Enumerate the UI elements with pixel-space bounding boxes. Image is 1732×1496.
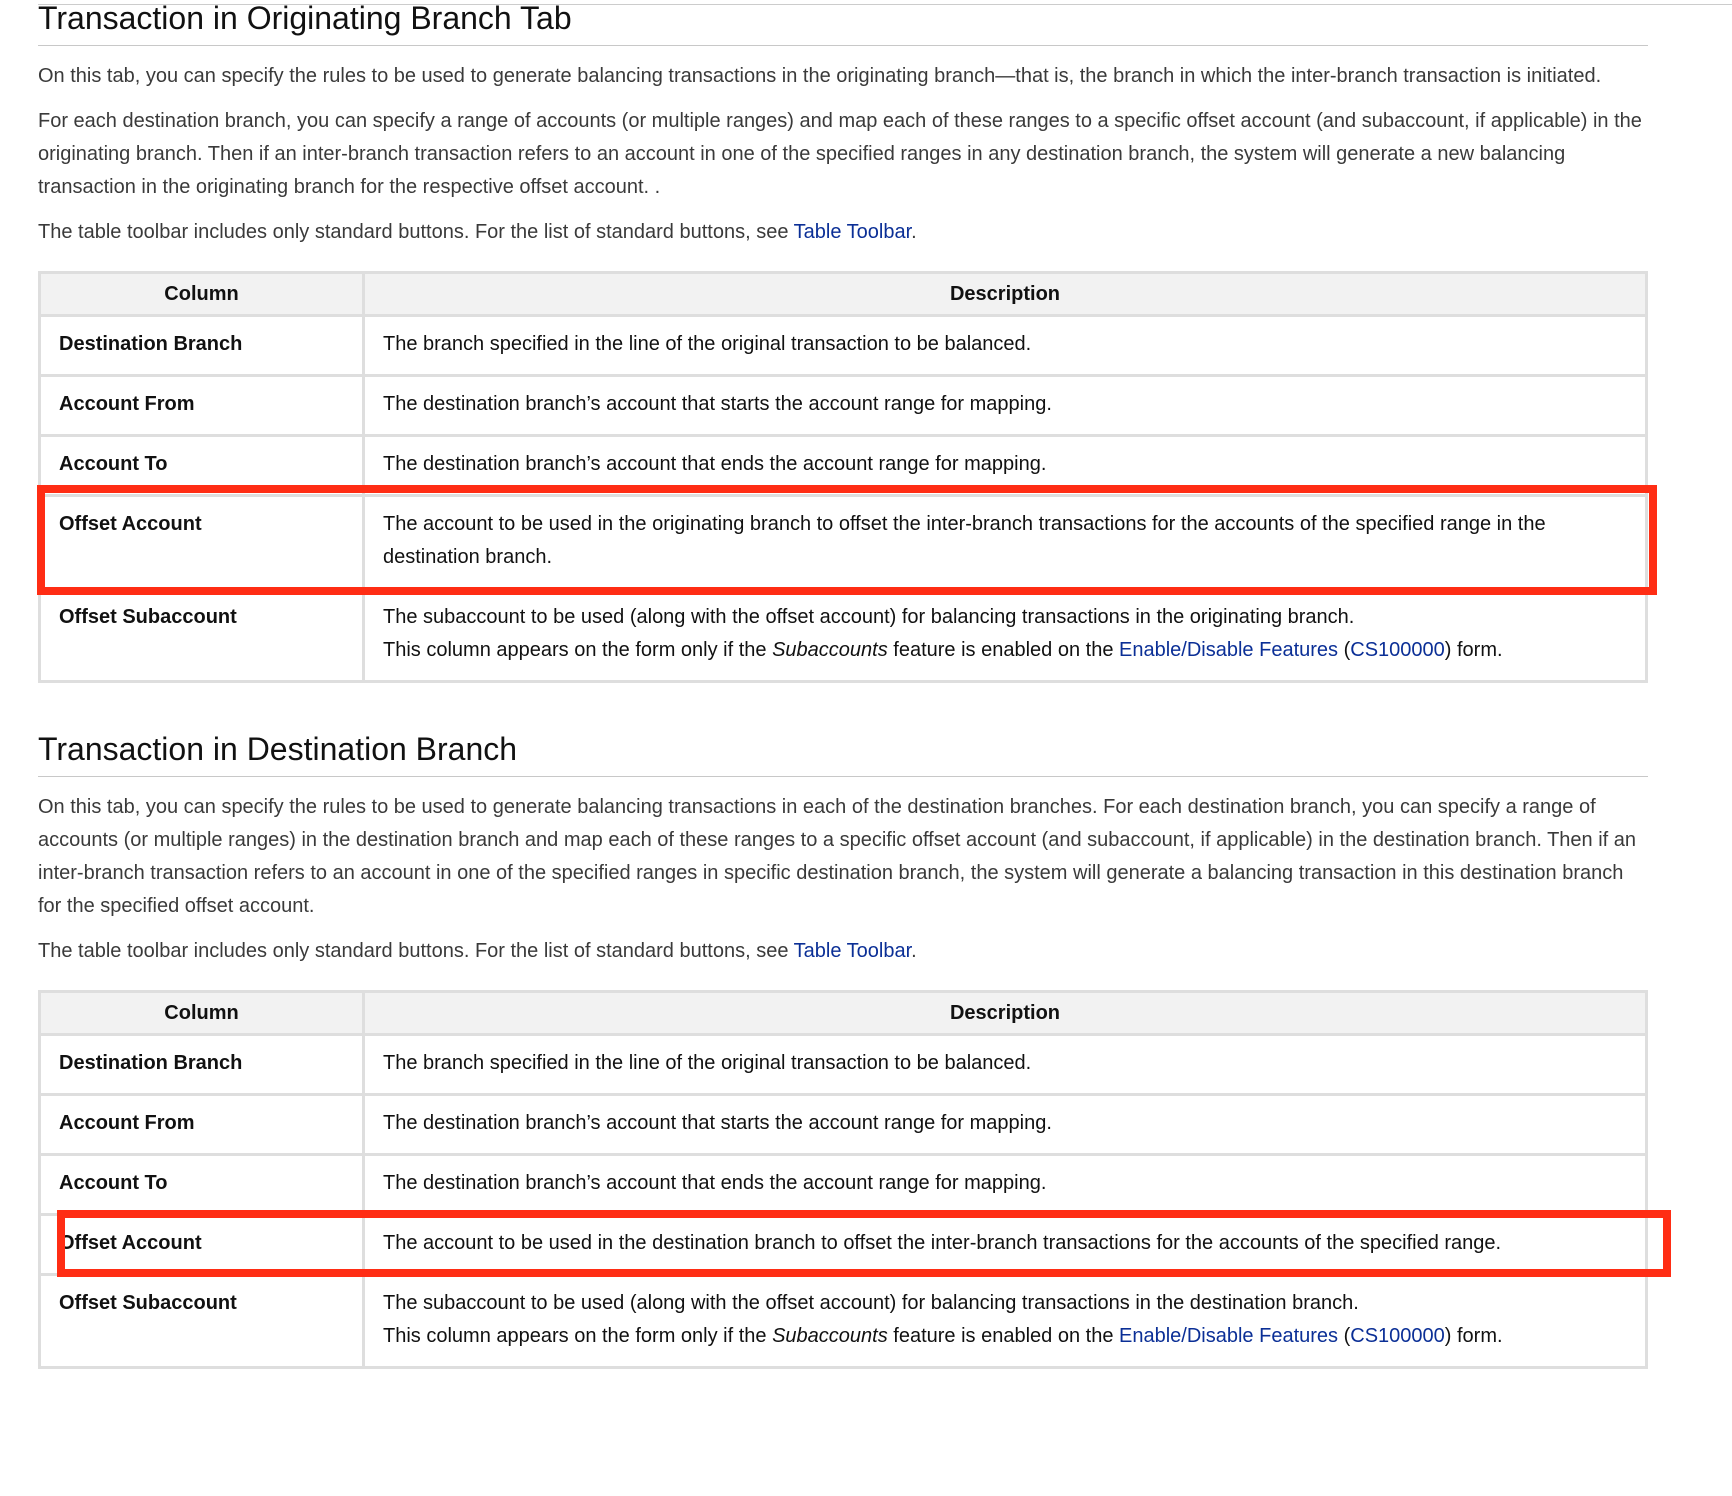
section-originating-branch bbox=[38, 0, 1648, 683]
toolbar-text-end: . bbox=[911, 221, 917, 243]
toolbar-paragraph bbox=[38, 935, 1648, 968]
toolbar-paragraph bbox=[38, 216, 1648, 249]
column-name: Offset Account bbox=[41, 497, 362, 587]
note-text: This column appears on the form only if the bbox=[383, 1325, 773, 1347]
column-description bbox=[365, 590, 1645, 680]
column-name: Offset Subaccount bbox=[41, 1276, 362, 1366]
feature-name: Subaccounts bbox=[772, 1325, 888, 1347]
column-name: Account To bbox=[41, 437, 362, 494]
table-row bbox=[41, 590, 1645, 680]
column-description: The destination branch’s account that starts the account range for mapping. bbox=[365, 377, 1645, 434]
enable-disable-features-link[interactable]: Enable/Disable Features bbox=[1119, 639, 1339, 661]
table-toolbar-link[interactable]: Table Toolbar bbox=[793, 940, 912, 962]
column-name: Account To bbox=[41, 1156, 362, 1213]
note-text: ) form. bbox=[1444, 1325, 1503, 1347]
column-description: The branch specified in the line of the original transaction to be balanced. bbox=[365, 317, 1645, 374]
section-destination-branch bbox=[38, 731, 1648, 1369]
column-description: The branch specified in the line of the original transaction to be balanced. bbox=[365, 1036, 1645, 1093]
column-description: The account to be used in the originating branch to offset the inter-branch transactions for the accounts of the specified range in the destination branch. bbox=[365, 497, 1645, 587]
table-row bbox=[41, 1156, 1645, 1213]
column-name: Account From bbox=[41, 377, 362, 434]
intro-paragraph: For each destination branch, you can specify a range of accounts (or multiple ranges) and map each of these ranges to a specific offset account (and subaccount, if applicable) in the originating branch. Then if an inter-branch transaction refers to an account in one of the specified ranges in any destination branch, the system will generate a new balancing transaction in the originating branch for the respective offset account. . bbox=[38, 110, 1642, 198]
table-row-offset-account bbox=[41, 1216, 1645, 1273]
note-text: feature is enabled on the bbox=[887, 639, 1120, 661]
column-description: The destination branch’s account that ends the account range for mapping. bbox=[365, 1156, 1645, 1213]
column-name: Account From bbox=[41, 1096, 362, 1153]
column-description: The destination branch’s account that starts the account range for mapping. bbox=[365, 1096, 1645, 1153]
column-description: The destination branch’s account that ends the account range for mapping. bbox=[365, 437, 1645, 494]
description-header: Description bbox=[365, 274, 1645, 314]
intro-paragraph: On this tab, you can specify the rules to be used to generate balancing transactions in each of the destination branches. For each destination branch, you can specify a range of accounts (or multiple ranges) in the destination branch and map each of these ranges to a specific offset account (and subaccount, if applicable) in the destination branch. Then if an inter-branch transaction refers to an account in one of the specified ranges in specific destination branch, the system will generate a balancing transaction in this destination branch for the specified offset account. bbox=[38, 796, 1637, 917]
description-header: Description bbox=[365, 993, 1645, 1033]
cs100000-link[interactable]: CS100000 bbox=[1350, 639, 1445, 661]
table-row bbox=[41, 1036, 1645, 1093]
description-note bbox=[383, 634, 1627, 667]
column-header: Column bbox=[41, 274, 362, 314]
column-description: The account to be used in the destination branch to offset the inter-branch transactions for the accounts of the specified range. bbox=[365, 1216, 1645, 1273]
note-text: ( bbox=[1338, 1325, 1351, 1347]
note-text: ) form. bbox=[1444, 639, 1503, 661]
description-line: The subaccount to be used (along with the offset account) for balancing transactions in the originating branch. bbox=[383, 606, 1355, 628]
column-name: Offset Account bbox=[41, 1216, 362, 1273]
table-row bbox=[41, 1096, 1645, 1153]
note-text: feature is enabled on the bbox=[887, 1325, 1120, 1347]
section-title: Transaction in Originating Branch Tab bbox=[38, 0, 1648, 46]
toolbar-text: The table toolbar includes only standard buttons. For the list of standard buttons, see bbox=[38, 940, 794, 962]
note-text: This column appears on the form only if the bbox=[383, 639, 773, 661]
description-note bbox=[383, 1320, 1627, 1353]
table-row bbox=[41, 317, 1645, 374]
column-name: Destination Branch bbox=[41, 1036, 362, 1093]
toolbar-text-end: . bbox=[911, 940, 917, 962]
toolbar-text: The table toolbar includes only standard buttons. For the list of standard buttons, see bbox=[38, 221, 794, 243]
intro-paragraph: On this tab, you can specify the rules to be used to generate balancing transactions in the originating branch—that is, the branch in which the inter-branch transaction is initiated. bbox=[38, 65, 1602, 87]
cs100000-link[interactable]: CS100000 bbox=[1350, 1325, 1445, 1347]
column-name: Destination Branch bbox=[41, 317, 362, 374]
column-header: Column bbox=[41, 993, 362, 1033]
columns-table bbox=[38, 990, 1648, 1369]
document-body bbox=[38, 0, 1648, 1369]
column-description bbox=[365, 1276, 1645, 1366]
table-row bbox=[41, 377, 1645, 434]
note-text: ( bbox=[1338, 639, 1351, 661]
table-header-row bbox=[41, 274, 1645, 314]
feature-name: Subaccounts bbox=[772, 639, 888, 661]
table-row-offset-account bbox=[41, 497, 1645, 587]
column-name: Offset Subaccount bbox=[41, 590, 362, 680]
table-header-row bbox=[41, 993, 1645, 1033]
table-row bbox=[41, 437, 1645, 494]
columns-table bbox=[38, 271, 1648, 683]
description-line: The subaccount to be used (along with the offset account) for balancing transactions in the destination branch. bbox=[383, 1292, 1359, 1314]
table-toolbar-link[interactable]: Table Toolbar bbox=[793, 221, 912, 243]
enable-disable-features-link[interactable]: Enable/Disable Features bbox=[1119, 1325, 1339, 1347]
table-row bbox=[41, 1276, 1645, 1366]
section-title: Transaction in Destination Branch bbox=[38, 731, 1648, 777]
